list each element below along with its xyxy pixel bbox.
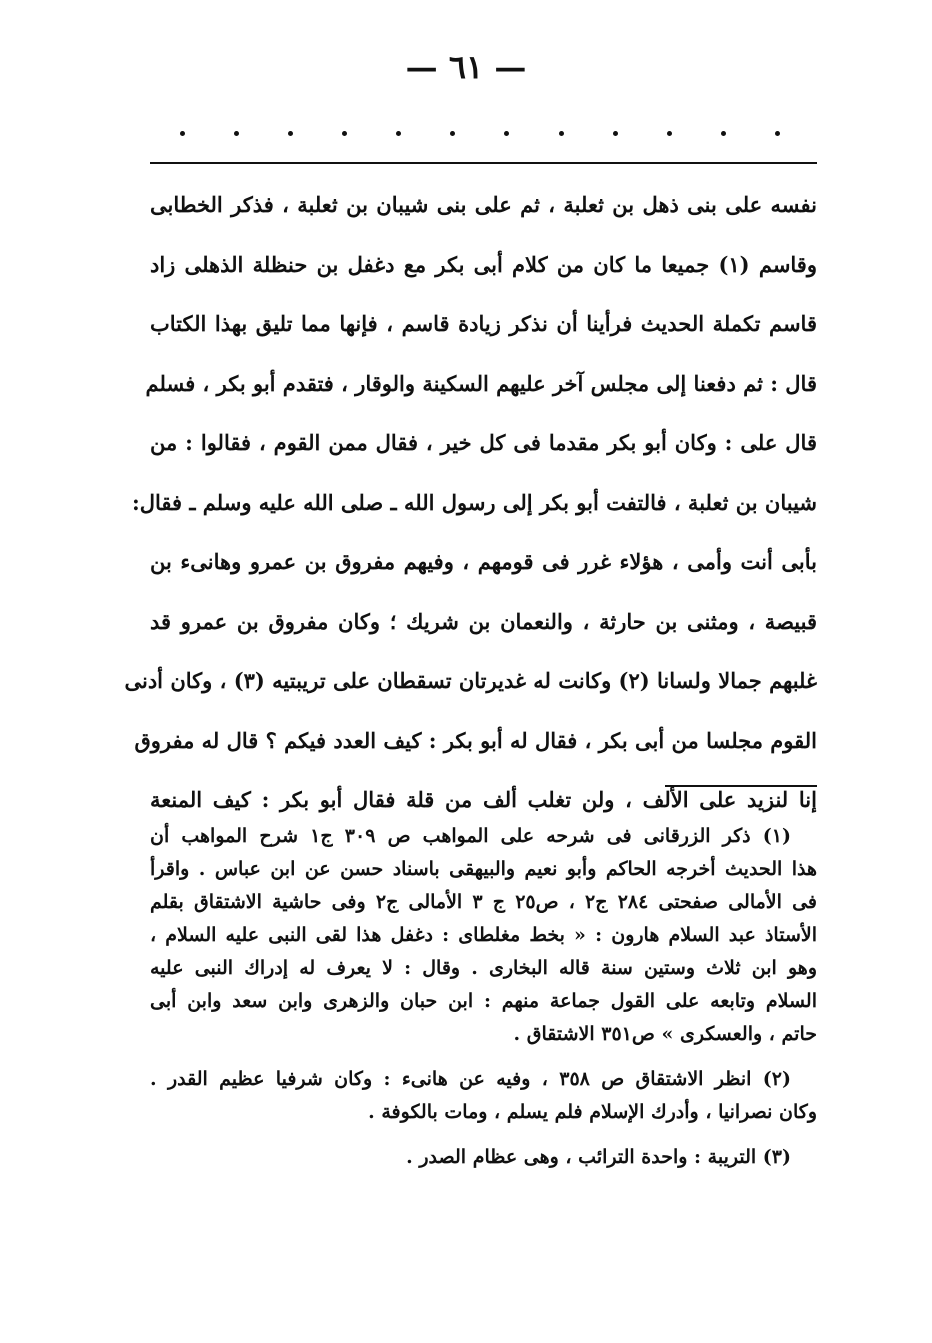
footnote-line: (٢) انظر الاشتقاق ص ٣٥٨ ، وفيه عن هانىء : وكان شرفيا عظيم القدر . xyxy=(150,1068,791,1090)
footnote-line: حاتم ، والعسكرى » ص٣٥١ الاشتقاق . xyxy=(513,1023,817,1045)
separator-dot xyxy=(721,131,726,136)
main-body-text xyxy=(124,175,817,830)
header-rule xyxy=(150,162,817,164)
footnote-line: (٣) التريبة : واحدة الترائب ، وهى عظام الصدر . xyxy=(406,1146,791,1168)
body-line: وقاسم (١) جميعا ما كان من كلام أبى بكر مع دغفل بن حنظلة الذهلى زاد xyxy=(150,251,817,277)
footnote-rule xyxy=(665,785,817,787)
body-line: قبيصة ، ومثنى بن حارثة ، والنعمان بن شريك ؛ وكان مفروق بن عمرو قد xyxy=(150,608,817,634)
separator-dot xyxy=(288,131,293,136)
footnotes xyxy=(150,820,817,1186)
separator-dot xyxy=(775,131,780,136)
footnote-line: الأستاذ عبد السلام هارون : « بخط مغلطاى : دغفل هذا لقى النبى عليه السلام ، xyxy=(150,924,817,946)
separator-dot xyxy=(342,131,347,136)
footnote-line: (١) ذكر الزرقانى فى شرحه على المواهب ص ٣٠٩ ج١ شرح المواهب أن xyxy=(150,825,791,847)
body-line: شيبان بن ثعلبة ، فالتفت أبو بكر إلى رسول الله ـ صلى الله عليه وسلم ـ فقال: xyxy=(131,489,817,515)
page-number: — ٦١ — xyxy=(405,48,527,86)
separator-dot xyxy=(504,131,509,136)
body-line: بأبى أنت وأمى ، هؤلاء غرر فى قومهم ، وفيهم مفروق بن عمرو وهانىء بن xyxy=(150,549,817,574)
body-line: غلبهم جمالا ولسانا (٢) وكانت له غديرتان تسقطان على تريبتيه (٣) ، وكان أدنى xyxy=(124,668,817,693)
body-line: قاسم تكملة الحديث فرأينا أن نذكر زيادة قاسم ، فإنها مما تليق بهذا الكتاب xyxy=(150,311,817,336)
footnote-line: هذا الحديث أخرجه الحاكم وأبو نعيم والبيهقى باسناد حسن عن ابن عباس . واقرأ xyxy=(150,858,817,880)
separator-dot xyxy=(396,131,401,136)
body-line: إنا لنزيد على الألف ، ولن تغلب ألف من قلة فقال أبو بكر : كيف المنعة xyxy=(150,787,817,812)
footnote-3 xyxy=(150,1141,817,1174)
body-line: القوم مجلسا من أبى بكر ، فقال له أبو بكر : كيف العدد فيكم ؟ قال له مفروق xyxy=(134,727,817,753)
body-line: قال : ثم دفعنا إلى مجلس آخر عليهم السكينة والوقار ، فتقدم أبو بكر ، فسلم xyxy=(145,370,817,396)
separator-dot xyxy=(234,131,239,136)
body-line: نفسه على بنى ذهل بن ثعلبة ، ثم على بنى شيبان بن ثعلبة ، فذكر الخطابى xyxy=(150,192,817,217)
separator-dot xyxy=(667,131,672,136)
dotted-separator xyxy=(180,118,780,148)
separator-dot xyxy=(180,131,185,136)
footnote-line: وهو ابن ثلاث وستين سنة قاله البخارى . وقال : لا يعرف له إدراك النبى عليه xyxy=(150,957,817,979)
footnote-1 xyxy=(150,820,817,1051)
separator-dot xyxy=(559,131,564,136)
footnote-line: وكان نصرانيا ، وأدرك الإسلام فلم يسلم ، ومات بالكوفة . xyxy=(368,1101,817,1123)
separator-dot xyxy=(450,131,455,136)
separator-dot xyxy=(613,131,618,136)
body-line: قال على : وكان أبو بكر مقدما فى كل خير ، فقال ممن القوم ، فقالوا : من xyxy=(150,430,817,455)
footnote-line: السلام وتابعه على القول جماعة منهم : ابن حبان والزهرى وابن سعد وابن أبى xyxy=(150,990,817,1012)
footnote-line: فى الأمالى صفحتى ٢٨٤ ج٢ ، ص٢٥ ج ٣ الأمالى ج٢ وفى حاشية الاشتقاق بقلم xyxy=(150,891,817,913)
footnote-2 xyxy=(150,1063,817,1129)
